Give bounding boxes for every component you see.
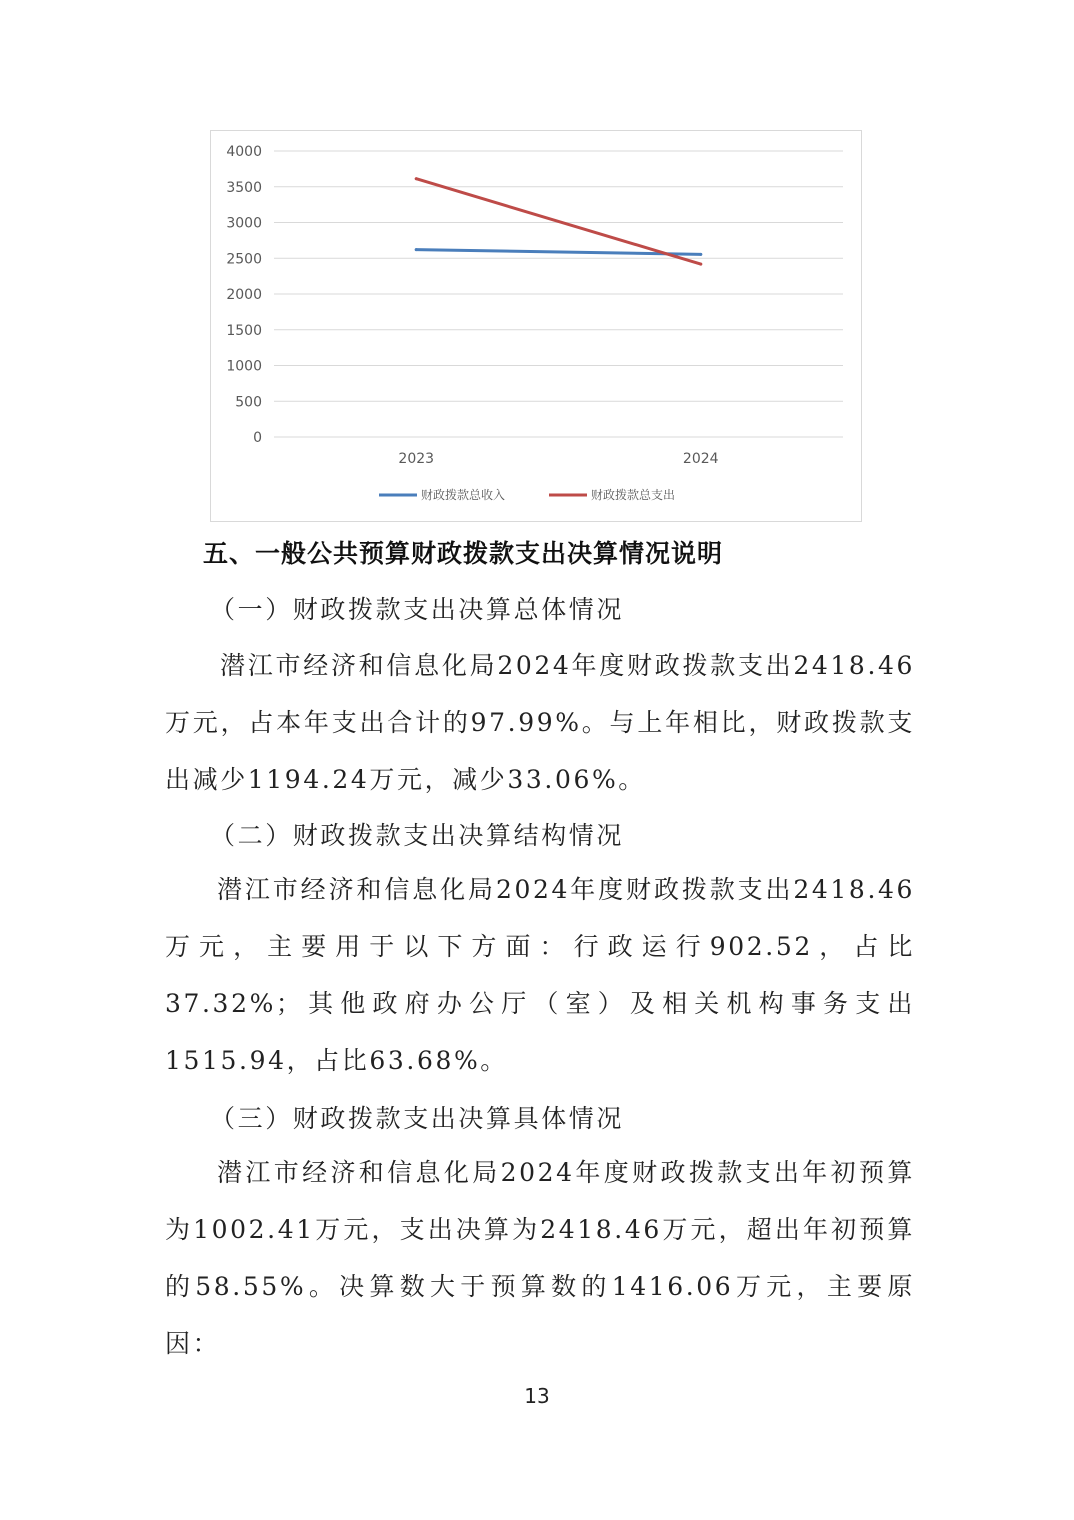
subsection-title-2: （二）财政拨款支出决算结构情况 (210, 821, 625, 850)
section-heading: 五、一般公共预算财政拨款支出决算情况说明 (203, 539, 724, 568)
data-point (699, 253, 702, 256)
y-tick-label: 1500 (226, 322, 262, 339)
y-tick-label: 4000 (226, 144, 262, 160)
chart-container (210, 130, 862, 522)
data-point (415, 177, 418, 180)
y-tick-label: 2000 (226, 287, 262, 303)
page-number: 13 (524, 1384, 550, 1408)
x-tick-label: 2024 (682, 451, 719, 467)
subsection-title-1: （一）财政拨款支出决算总体情况 (210, 595, 625, 624)
line-chart (211, 131, 861, 521)
paragraph-2: 潜江市经济和信息化局2024年度财政拨款支出2418.46万元，主要用于以下方面：行政运行902.52，占比37.32%；其他政府办公厅（室）及相关机构事务支出1515.94，占比63.68%。 (165, 875, 915, 1075)
subsection-title-3: （三）财政拨款支出决算具体情况 (210, 1104, 625, 1133)
y-tick-label: 3500 (226, 179, 262, 196)
y-tick-label: 2500 (226, 251, 262, 268)
y-tick-label: 500 (235, 394, 262, 411)
legend-label: 财政拨款总收入 (421, 488, 506, 502)
paragraph-3: 潜江市经济和信息化局2024年度财政拨款支出年初预算为1002.41万元，支出决算为2418.46万元，超出年初预算的58.55%。决算数大于预算数的1416.06万元，主要原因： (165, 1158, 915, 1358)
x-tick-label: 2023 (398, 451, 435, 467)
legend-label: 财政拨款总支出 (591, 488, 676, 502)
data-point (415, 248, 418, 251)
y-tick-label: 0 (253, 430, 262, 446)
data-point (699, 263, 702, 266)
paragraph-1: 潜江市经济和信息化局2024年度财政拨款支出2418.46万元，占本年支出合计的97.99%。与上年相比，财政拨款支出减少1194.24万元，减少33.06%。 (165, 651, 915, 794)
y-tick-label: 3000 (226, 215, 262, 232)
y-tick-label: 1000 (226, 358, 262, 375)
